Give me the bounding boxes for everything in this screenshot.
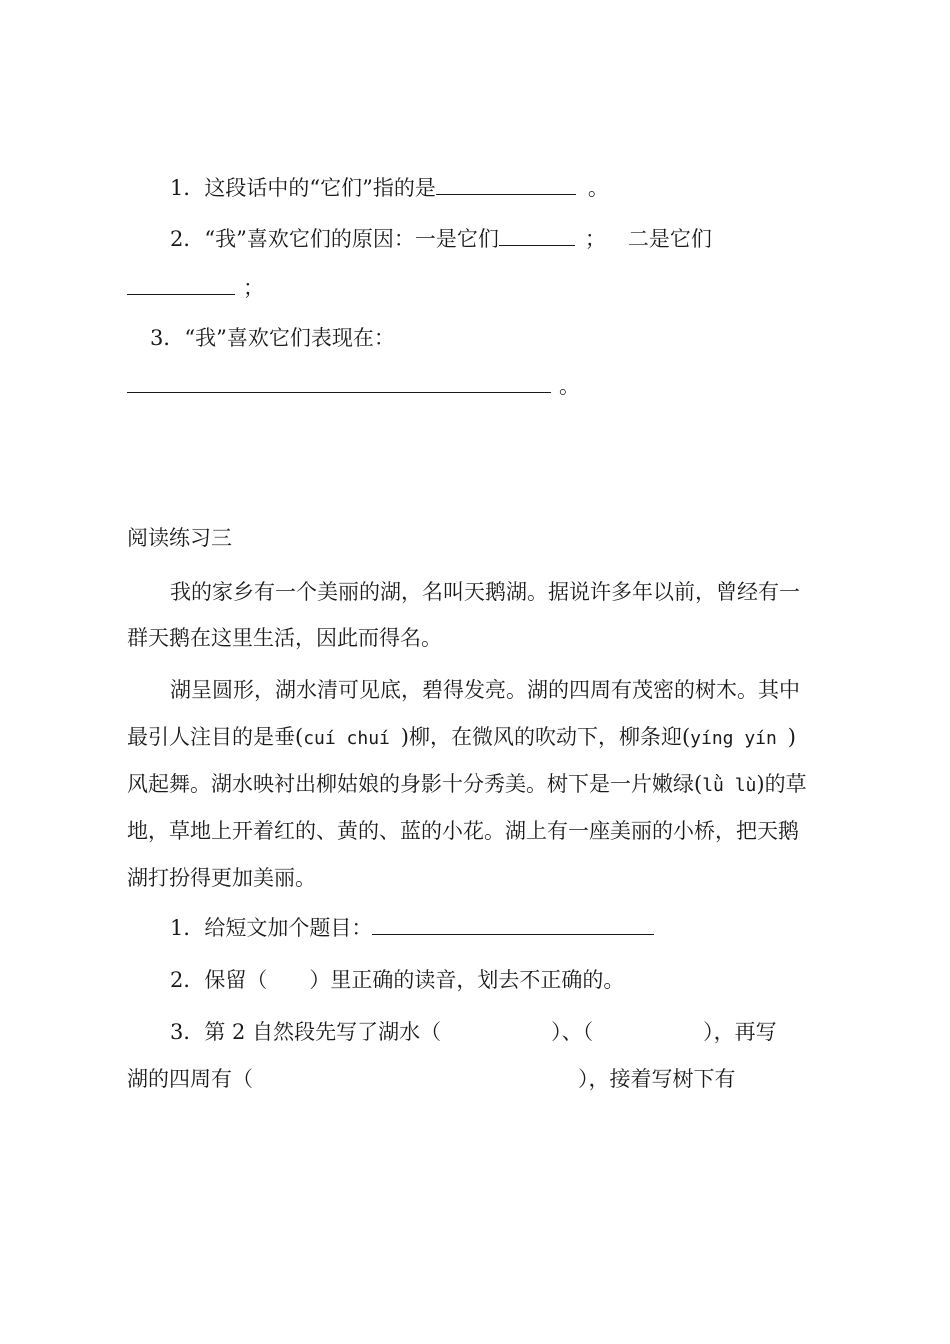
pinyin-choice: cuí chuí bbox=[303, 728, 401, 749]
question-3-answer bbox=[127, 372, 580, 400]
text-segment: ），再写 bbox=[703, 1020, 777, 1044]
answer-blank[interactable] bbox=[127, 274, 235, 295]
paragraph-1-line-2: 群天鹅在这里生活，因此而得名。 bbox=[127, 626, 442, 650]
reading-question-3-line-1 bbox=[170, 1018, 777, 1046]
text-segment: 湖的四周有（ bbox=[127, 1067, 253, 1091]
paragraph-2-line-3 bbox=[127, 770, 807, 800]
reading-question-3-line-2 bbox=[127, 1065, 736, 1093]
text-segment: 风起舞。湖水映衬出柳姑娘的身影十分秀美。树下是一片嫩绿( bbox=[127, 772, 703, 796]
question-2-text-2: 二是它们 bbox=[627, 227, 712, 251]
question-2 bbox=[170, 225, 712, 253]
section-heading: 阅读练习三 bbox=[127, 526, 232, 550]
question-text: 1．给短文加个题目： bbox=[170, 916, 373, 940]
text-segment: )柳，在微风的吹动下，柳条迎( bbox=[400, 725, 691, 749]
punctuation: 。 bbox=[559, 374, 580, 398]
question-1 bbox=[170, 174, 609, 202]
text-segment: 最引人注目的是垂( bbox=[127, 725, 304, 749]
pinyin-choice: lǜ lù bbox=[702, 775, 757, 796]
paragraph-2-line-2 bbox=[127, 723, 796, 753]
answer-blank[interactable] bbox=[372, 914, 654, 935]
punctuation: 。 bbox=[587, 176, 609, 200]
text-segment: )的草 bbox=[756, 772, 807, 796]
paragraph-2-line-5: 湖打扮得更加美丽。 bbox=[127, 866, 316, 890]
question-2-continued bbox=[127, 274, 264, 302]
reading-question-2: 2．保留（ ）里正确的读音，划去不正确的。 bbox=[170, 968, 625, 992]
punctuation: ； bbox=[243, 276, 264, 300]
text-segment: ）、（ bbox=[551, 1020, 594, 1044]
reading-question-1 bbox=[170, 914, 654, 942]
question-3-text: 3．“我”喜欢它们表现在： bbox=[150, 326, 395, 350]
paragraph-2-line-4: 地，草地上开着红的、黄的、蓝的小花。湖上有一座美丽的小桥，把天鹅 bbox=[127, 819, 799, 843]
question-2-text: 2．“我”喜欢它们的原因：一是它们 bbox=[170, 227, 499, 251]
paragraph-1-line-1: 我的家乡有一个美丽的湖，名叫天鹅湖。据说许多年以前，曾经有一 bbox=[170, 580, 800, 604]
text-segment: ) bbox=[787, 725, 796, 749]
answer-blank[interactable] bbox=[127, 372, 551, 393]
answer-blank[interactable] bbox=[436, 174, 576, 195]
punctuation: ； bbox=[584, 227, 606, 251]
question-3 bbox=[150, 324, 395, 352]
answer-blank[interactable] bbox=[499, 225, 575, 246]
paragraph-2-line-1: 湖呈圆形，湖水清可见底，碧得发亮。湖的四周有茂密的树木。其中 bbox=[170, 678, 800, 702]
text-segment: 3．第 2 自然段先写了湖水（ bbox=[170, 1020, 442, 1044]
text-segment: ），接着写树下有 bbox=[578, 1067, 736, 1091]
question-1-text: 1．这段话中的“它们”指的是 bbox=[170, 176, 436, 200]
pinyin-choice: yíng yín bbox=[690, 728, 788, 749]
